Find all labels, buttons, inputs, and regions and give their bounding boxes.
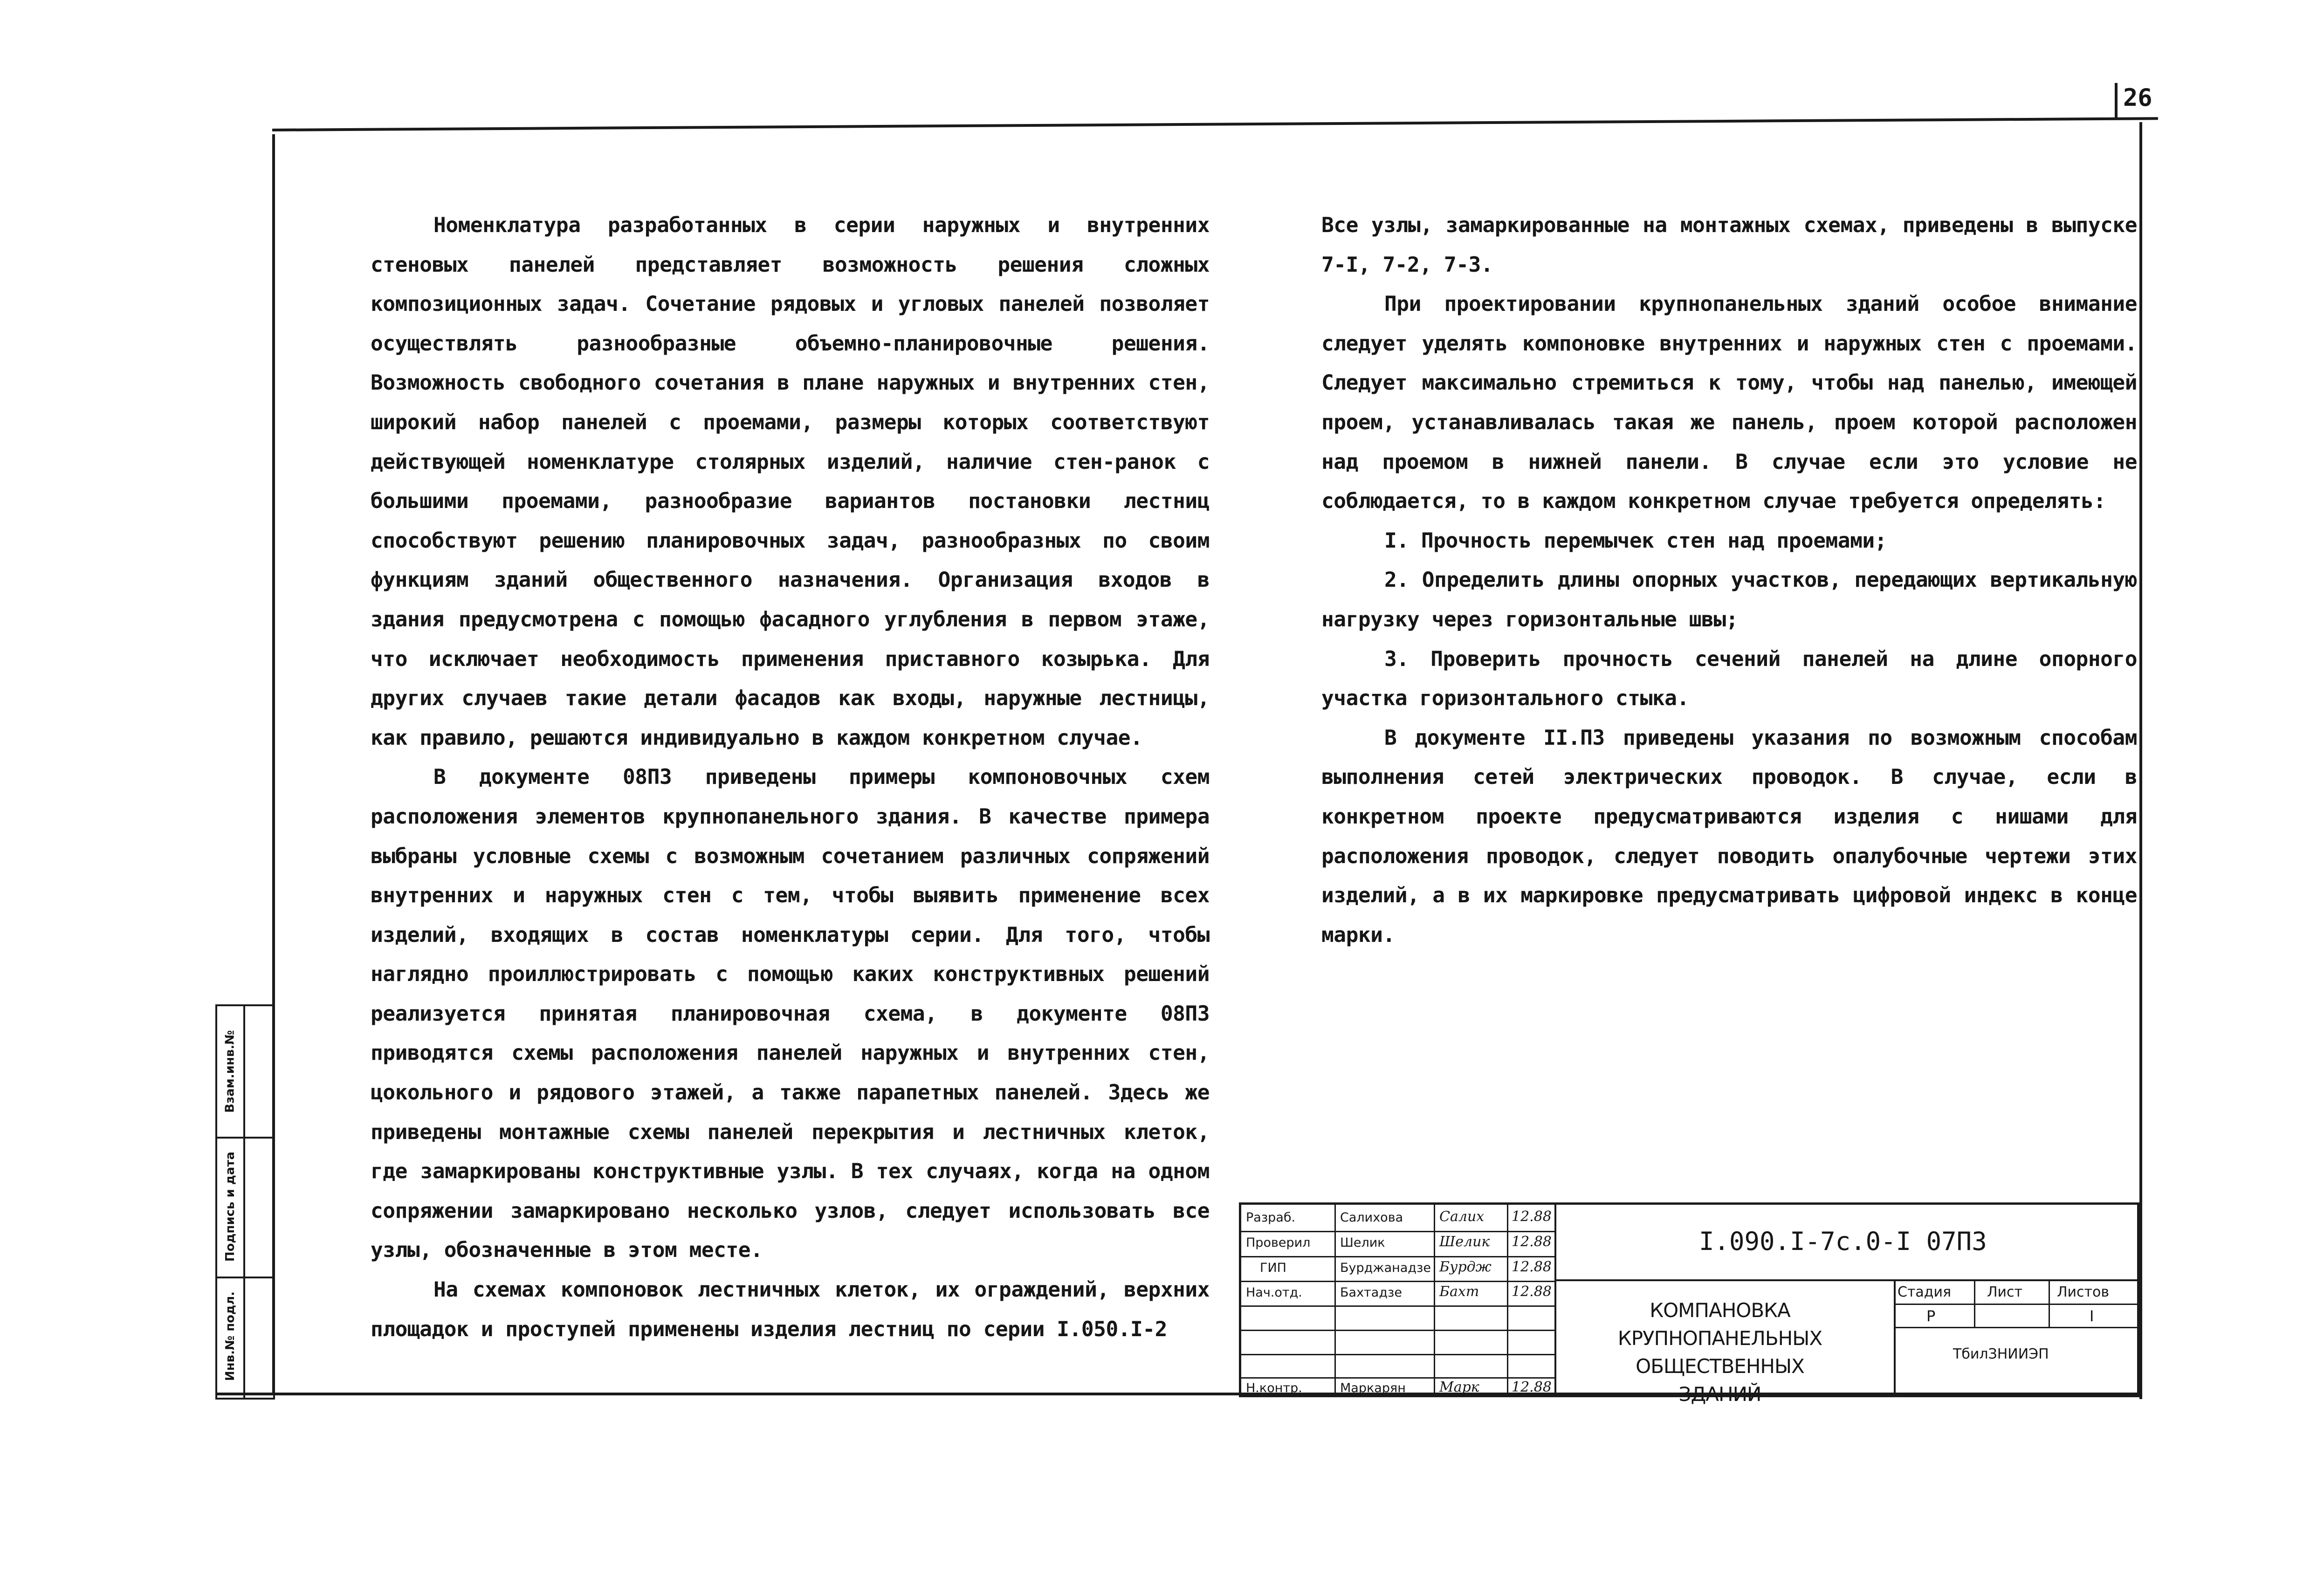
- tb-sign: Шелик: [1439, 1234, 1490, 1250]
- tb-name: Салихова: [1340, 1210, 1403, 1225]
- tb-name: Бурджанадзе: [1340, 1261, 1431, 1275]
- list-item: I. Прочность перемычек стен над проемами;: [1384, 529, 1887, 553]
- tb-sign: Бурдж: [1439, 1259, 1492, 1275]
- paragraph-document-08pz: В документе 08ПЗ приведены примеры компоновочных схем расположения элементов крупнопанельного здания. В качестве примера выбраны условные схемы с возможным сочетанием различных сопряжений внутренних и наружных стен с тем, чтобы выявить применение всех изделий, входящих в состав номенклатуры серии. Для того, чтобы наглядно проиллюстрировать с помощью каких конструктивных решений реализуется принятая планировочная схема, в документе 08ПЗ приводятся схемы расположения панелей наружных и внутренних стен, цокольного и рядового этажей, а также парапетных панелей. Здесь же приведены монтажные схемы панелей перекрытия и лестничных клеток, где замаркированы конструктивные узлы. В тех случаях, когда на одном сопряжении замаркировано несколько узлов, следует использовать все узлы, обозначенные в этом месте.: [371, 765, 1210, 1263]
- tb-stage-header: Стадия: [1898, 1284, 1952, 1300]
- tb-role: Нач.отд.: [1246, 1285, 1302, 1300]
- tb-date: 12.88: [1512, 1284, 1552, 1300]
- paragraph-nomenclature: Номенклатура разработанных в серии наружных и внутренних стеновых панелей представляет возможность решения сложных композиционных задач. Сочетание рядовых и угловых панелей позволяет осуществлять разнообразные объемно-планировочные решения. Возможность свободного сочетания в плане наружных и внутренних стен, широкий набор панелей с проемами, размеры которых соответствуют действующей номенклатуре столярных изделий, наличие стен-ранок с большими проемами, разнообразие вариантов постановки лестниц способствуют решению планировочных задач, разнообразных по своим функциям зданий общественного назначения. Организация входов в здания предусмотрена с помощью фасадного углубления в первом этаже, что исключает необходимость применения приставного козырька. Для других случаев такие детали фасадов как входы, наружные лестницы, как правило, решаются индивидуально в каждом конкретном случае.: [371, 213, 1210, 750]
- tb-role: Проверил: [1246, 1236, 1311, 1250]
- frame-right-border: [2139, 122, 2142, 1399]
- tb-name: Бахтадзе: [1340, 1285, 1402, 1300]
- tb-sign: Марк: [1439, 1379, 1479, 1395]
- tb-sign: Салих: [1439, 1208, 1485, 1225]
- right-text-column: [1321, 206, 2137, 955]
- list-item: 3. Проверить прочность сечений панелей на длине опорного участка горизонтального стыка.: [1321, 647, 2137, 711]
- paragraph-nodes: Все узлы, замаркированные на монтажных схемах, приведены в выпуске 7-I, 7-2, 7-3.: [1321, 213, 2137, 277]
- page-number-divider: [2115, 83, 2118, 118]
- tb-role: Разраб.: [1246, 1210, 1296, 1225]
- tb-sign: Бахт: [1439, 1284, 1479, 1300]
- tb-role: ГИП: [1260, 1261, 1286, 1275]
- tb-sheets-value: I: [2090, 1307, 2094, 1325]
- paragraph-electrical: В документе II.ПЗ приведены указания по возможным способам выполнения сетей электрических проводок. В случае, если в конкретном проекте предусматриваются изделия с нишами для расположения проводок, следует поводить опалубочные чертежи этих изделий, а в их маркировке предусматривать цифровой индекс в конце марки.: [1321, 726, 2137, 947]
- organization-name: ТбилЗНИИЭП: [1953, 1346, 2049, 1362]
- tb-date: 12.88: [1512, 1234, 1552, 1250]
- paragraph-design: При проектировании крупнопанельных зданий особое внимание следует уделять компоновке внутренних и наружных стен с проемами. Следует максимально стремиться к тому, чтобы над панелью, имеющей проем, устанавливалась такая же панель, проем которой расположен над проемом в нижней панели. В случае если это условие не соблюдается, то в каждом конкретном случае требуется определять:: [1321, 292, 2137, 514]
- tb-name: Шелик: [1340, 1236, 1385, 1250]
- tb-sheets-header: Листов: [2057, 1284, 2110, 1300]
- drawing-title: КОМПАНОВКА КРУПНОПАНЕЛЬНЫХ ОБЩЕСТВЕННЫХ ЗДАНИЙ: [1617, 1299, 1822, 1406]
- tb-date: 12.88: [1512, 1259, 1552, 1275]
- tb-date: 12.88: [1512, 1208, 1552, 1225]
- tb-stage-value: Р: [1926, 1307, 1936, 1325]
- frame-top-border: [272, 117, 2158, 131]
- stamp-label-replacement: Взам.инв.№: [223, 1030, 237, 1113]
- stamp-label-signature: Подпись и дата: [223, 1151, 238, 1262]
- list-item: 2. Определить длины опорных участков, передающих вертикальную нагрузку через горизонтальные швы;: [1321, 568, 2137, 632]
- tb-sheet-header: Лист: [1987, 1284, 2023, 1300]
- tb-date: 12.88: [1512, 1379, 1552, 1395]
- page-number: 26: [2123, 84, 2152, 112]
- tb-name: Маркарян: [1340, 1381, 1406, 1395]
- side-stamp: [215, 1004, 275, 1400]
- stamp-label-original: Инв.№ подл.: [223, 1291, 238, 1381]
- paragraph-staircases: На схемах компоновок лестничных клеток, их ограждений, верхних площадок и проступей применены изделия лестниц по серии I.050.I-2: [371, 1278, 1210, 1341]
- document-code: I.090.I-7с.0-I 07ПЗ: [1699, 1227, 1987, 1256]
- left-text-column: [371, 206, 1210, 1349]
- tb-role: Н.контр.: [1246, 1381, 1302, 1395]
